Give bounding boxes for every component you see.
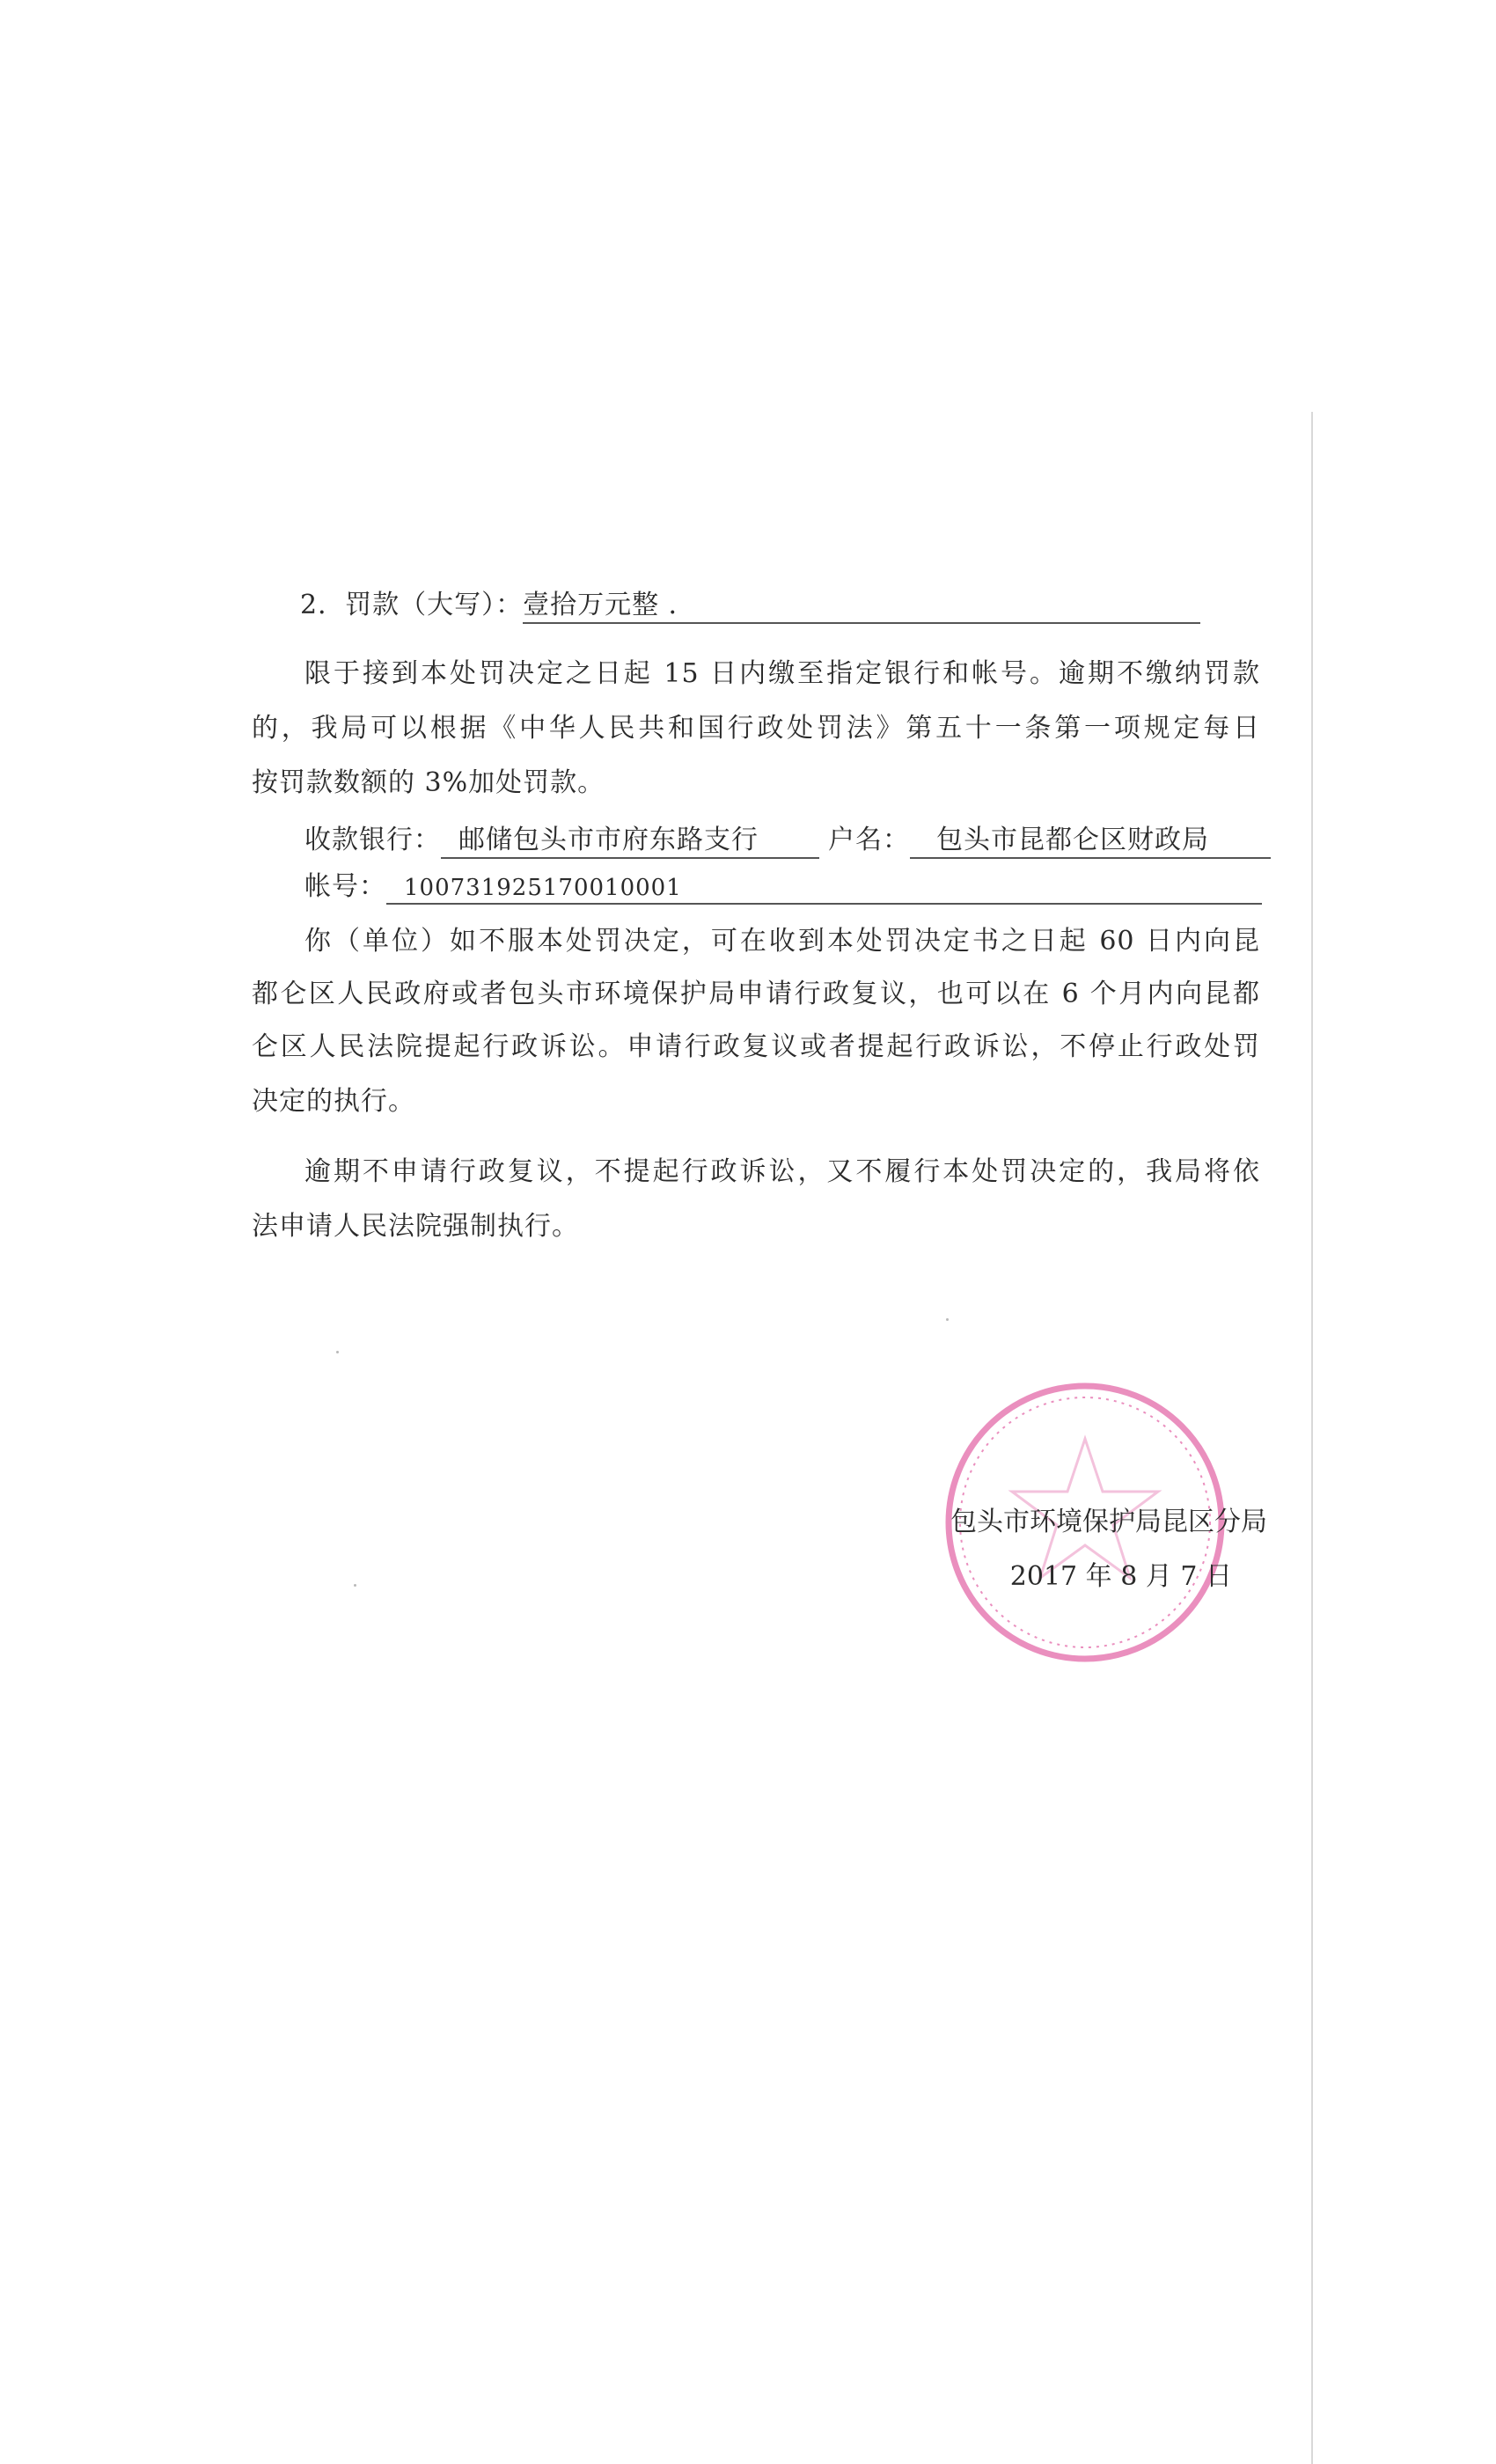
appeal-line-3: 仑区人民法院提起行政诉讼。申请行政复议或者提起行政诉讼，不停止行政处罚 [252, 1031, 1260, 1062]
fine-amount-field [523, 589, 1200, 624]
payment-notice-line-3: 按罚款数额的 3%加处罚款。 [252, 767, 605, 798]
account-no-field [386, 873, 1262, 905]
scan-speck [354, 1584, 356, 1587]
account-no: 100731925170010001 [404, 875, 682, 901]
appeal-line-4: 决定的执行。 [252, 1086, 415, 1117]
enforcement-line-1: 逾期不申请行政复议，不提起行政诉讼，又不履行本处罚决定的，我局将依 [304, 1156, 1260, 1187]
bank-line [252, 823, 1260, 859]
account-name-field [910, 824, 1271, 859]
account-no-line [252, 869, 1260, 905]
bank-label: 收款银行： [304, 825, 441, 855]
enforcement-line-2: 法申请人民法院强制执行。 [252, 1211, 579, 1242]
page-edge [1311, 412, 1313, 2464]
account-name: 包头市昆都仑区财政局 [936, 825, 1209, 855]
issue-date: 2017 年 8 月 7 日 [1009, 1561, 1232, 1592]
account-no-label: 帐号： [304, 871, 386, 902]
scan-speck [336, 1351, 339, 1353]
account-name-label: 户名： [828, 825, 910, 855]
appeal-line-1: 你（单位）如不服本处罚决定，可在收到本处罚决定书之日起 60 日内向昆 [304, 926, 1260, 957]
fine-line [252, 588, 1260, 624]
appeal-line-2: 都仑区人民政府或者包头市环境保护局申请行政复议，也可以在 6 个月内向昆都 [252, 979, 1260, 1009]
scan-speck [946, 1318, 949, 1321]
payment-notice-line-2: 的，我局可以根据《中华人民共和国行政处罚法》第五十一条第一项规定每日 [252, 713, 1260, 744]
signature-block [911, 1500, 1267, 1599]
issuer-name: 包头市环境保护局昆区分局 [950, 1507, 1267, 1537]
bank-name: 邮储包头市市府东路支行 [458, 825, 759, 855]
bank-name-field [441, 824, 819, 859]
fine-label: 2．罚款（大写）： [300, 590, 524, 620]
payment-notice-line-1: 限于接到本处罚决定之日起 15 日内缴至指定银行和帐号。逾期不缴纳罚款 [304, 658, 1260, 689]
fine-amount: 壹拾万元整 ． [523, 590, 696, 620]
